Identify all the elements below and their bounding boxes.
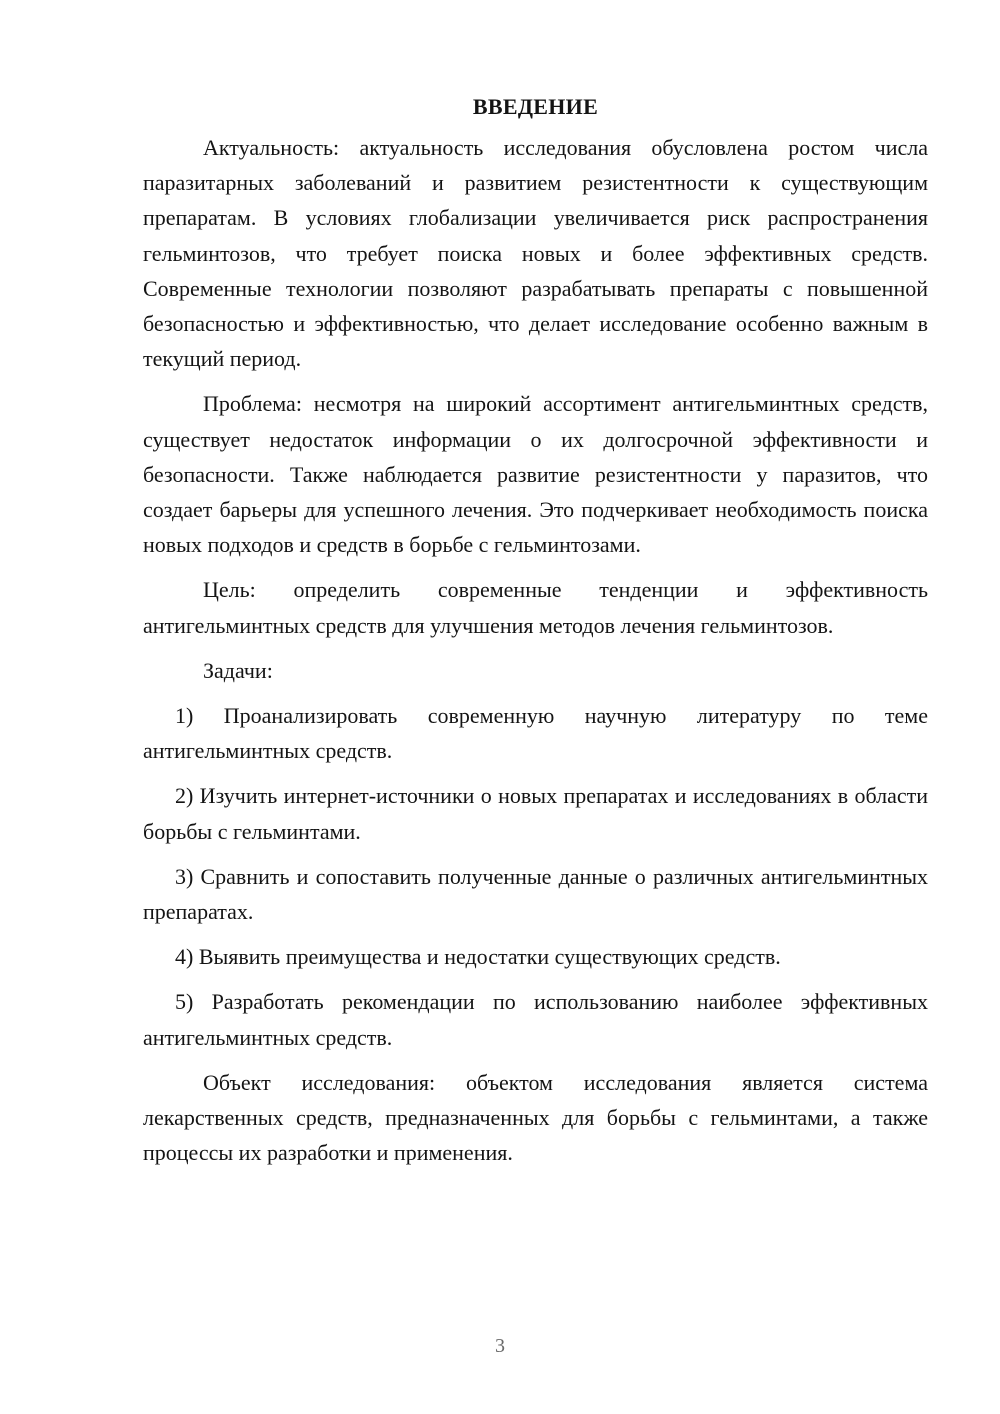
task-item-4: 4) Выявить преимущества и недостатки существующих средств. — [175, 944, 781, 970]
document-page — [143, 92, 928, 1180]
task-item-5: 5) Разработать рекомендации по использованию наиболее эффективных антигельминтных средств. — [143, 989, 928, 1050]
task-item-1: 1) Проанализировать современную научную литературу по теме антигельминтных средств. — [143, 703, 928, 764]
task-item-3: 3) Сравнить и сопоставить полученные данные о различных антигельминтных препаратах. — [143, 863, 928, 925]
tasks-list — [143, 698, 928, 1055]
problem-paragraph: Проблема: несмотря на широкий ассортимент антигельминтных средств, существует недостаток информации о их долгосрочной эффективности и безопасности. Также наблюдается развитие резистентности у паразитов, что создает барьеры для успешного лечения. Это подчеркивает необходимость поиска новых подходов и средств в борьбе с гельминтозами. — [143, 391, 928, 558]
object-paragraph: Объект исследования: объектом исследования является система лекарственных средств, предназначенных для борьбы с гельминтами, а также процессы их разработки и применения. — [143, 1069, 928, 1166]
tasks-label: Задачи: — [203, 657, 273, 683]
section-heading: ВВЕДЕНИЕ — [472, 94, 599, 119]
task-item-2: 2) Изучить интернет-источники о новых препаратах и исследованиях в области борьбы с гельминтами. — [143, 783, 928, 844]
relevance-paragraph: Актуальность: актуальность исследования обусловлена ростом числа паразитарных заболеваний и развитием резистентности к существующим препаратам. В условиях глобализации увеличивается риск распространения гельминтозов, что требует поиска новых и более эффективных средств. Современные технологии позволяют разрабатывать препараты с повышенной безопасностью и эффективностью, что делает исследование особенно важным в текущий период. — [143, 135, 928, 372]
goal-paragraph: Цель: определить современные тенденции и эффективность антигельминтных средств для улучшения методов лечения гельминтозов. — [143, 577, 928, 638]
page-number: 3 — [495, 1335, 505, 1357]
